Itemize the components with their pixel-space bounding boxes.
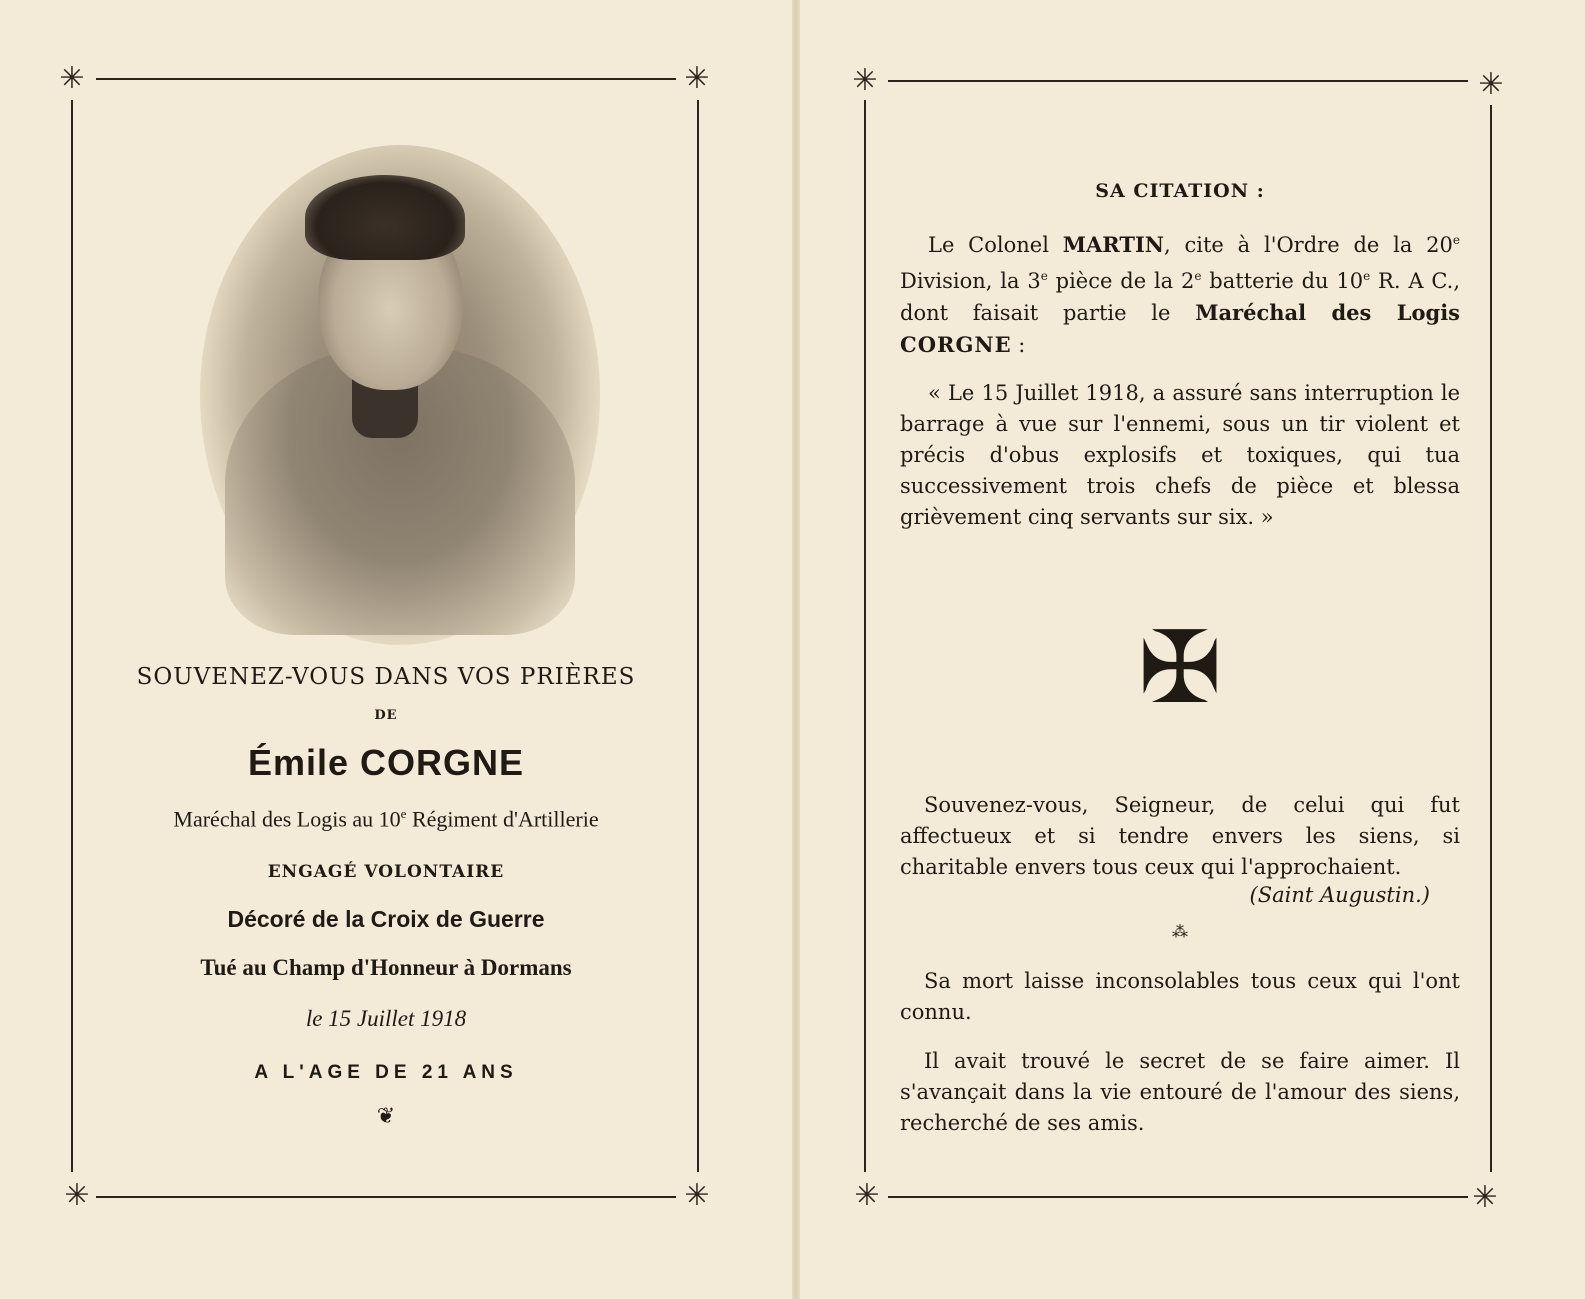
date-line: le 15 Juillet 1918 [305,1006,467,1031]
small-ornament-icon: ⁂ [1172,922,1188,941]
corner-star-icon: ✳ [854,1178,880,1213]
prayer-text: Souvenez-vous, Seigneur, de celui qui fut affectueux et si tendre envers les siens, si charitable envers tous ceux qui l'approchaient. [900,793,1460,879]
corner-star-icon: ✳ [59,61,85,96]
cross-icon: ✠ [1138,609,1222,726]
mort-text: Sa mort laisse inconsolables tous ceux qui l'ont connu. [900,969,1460,1024]
killed-line: Tué au Champ d'Honneur à Dormans [200,955,572,980]
remember-line: SOUVENEZ-VOUS DANS VOS PRIÈRES [136,664,636,690]
prayer-source: (Saint Augustin.) [1249,883,1430,907]
corner-star-icon: ✳ [1472,1180,1498,1215]
citation-quote: « Le 15 Juillet 1918, a assuré sans interruption le barrage à vue sur l'ennemi, sous un tir violent et précis d'obus explosifs et toxiques, qui tua successivement trois chefs de pièce et blessa grièvement cinq servants sur six. » [900,381,1460,529]
age-line: A L'AGE DE 21 ANS [254,1062,518,1083]
secret-text: Il avait trouvé le secret de se faire aimer. Il s'avançait dans la vie entouré de l'amour des siens, recherché de ses amis. [900,1049,1460,1135]
corner-star-icon: ✳ [852,63,878,98]
deceased-name: Émile CORGNE [247,742,525,783]
corner-star-icon: ✳ [1478,67,1504,102]
volunteer-line: ENGAGÉ VOLONTAIRE [267,862,505,882]
citation-title: SA CITATION : [1095,180,1265,202]
corner-star-icon: ✳ [684,1178,710,1213]
decoration-line: Décoré de la Croix de Guerre [227,906,545,932]
citation-intro: Le Colonel MARTIN, cite à l'Ordre de la 20e Division, la 3e pièce de la 2e batterie du 10e R. A C., dont faisait partie le Maréchal des Logis CORGNE : [900,232,1460,357]
corner-star-icon: ✳ [684,61,710,96]
fleuron-ornament-icon: ❦ [376,1104,396,1129]
corner-star-icon: ✳ [64,1178,90,1213]
de-label: DE [374,708,398,723]
rank-line: Maréchal des Logis au 10e Régiment d'Artillerie [173,806,599,832]
